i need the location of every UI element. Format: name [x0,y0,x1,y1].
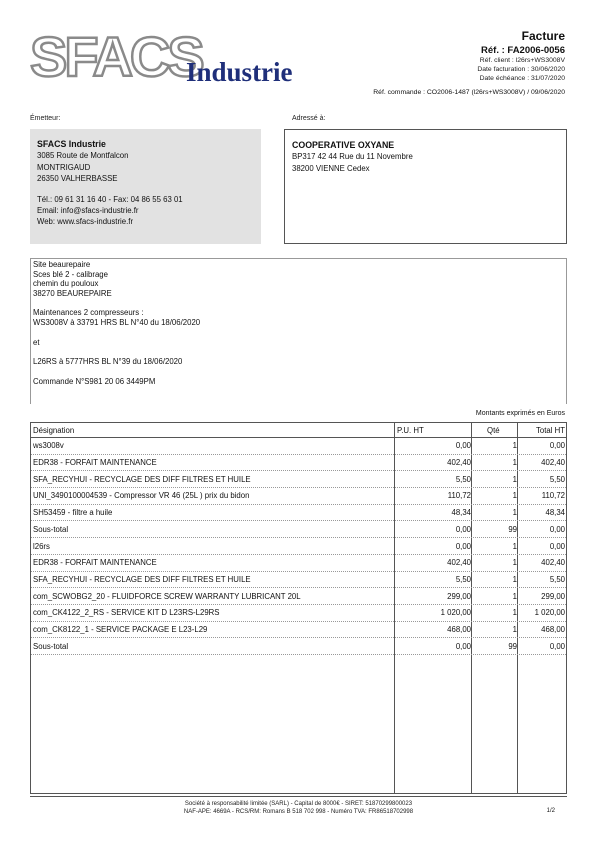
cell-designation: com_CK8122_1 - SERVICE PACKAGE E L23-L29 [33,625,208,635]
cell-quantity: 1 [512,474,517,484]
table-row [31,605,566,622]
emitter-email: Email: info@sfacs-industrie.fr [37,206,139,216]
table-row [31,471,566,488]
table-header [31,423,566,438]
cell-designation: Sous-total [33,641,69,651]
site-notes [30,258,567,404]
cell-total: 5,50 [549,474,565,484]
cell-total: 5,50 [549,574,565,584]
cell-total: 468,00 [541,625,565,635]
table-row [31,572,566,589]
cell-unit-price: 110,72 [447,491,471,501]
cell-quantity: 1 [512,491,517,501]
table-row [31,438,566,455]
cell-total: 402,40 [541,458,565,468]
cell-quantity: 1 [512,541,517,551]
emitter-label: Émetteur: [30,115,61,122]
cell-quantity: 1 [512,591,517,601]
cell-designation: ws3008v [33,441,64,451]
cell-total: 0,00 [549,641,565,651]
cell-designation: UNI_3490100004539 - Compressor VR 46 (25L ) prix du bidon [33,491,250,501]
emitter-address-line: 3085 Route de Montfalcon [37,151,129,161]
emitter-address-line: MONTRIGAUD [37,162,91,172]
logo-wordmark: SFACS [30,30,202,88]
recipient-address-line: 38200 VIENNE Cedex [292,163,370,173]
cell-designation: SFA_RECYHUI - RECYCLAGE DES DIFF FILTRES ET HUILE [33,574,251,584]
footer [30,800,567,816]
table-row [31,555,566,572]
invoice-header [477,29,565,83]
cell-quantity: 99 [508,524,517,534]
invoice-reference: Réf. : FA2006-0056 [481,45,565,56]
site-line: et [33,337,40,347]
footer-legal-line: NAF-APE: 4669A - RCS/RM: Romans B 518 702 998 - Numéro TVA: FR86518702998 [183,809,414,815]
emitter-address-line: 26350 VALHERBASSE [37,174,118,184]
site-line: Commande N°S981 20 06 3449PM [33,376,156,386]
cell-unit-price: 0,00 [455,641,471,651]
table-row [31,505,566,522]
header-total: Total HT [535,425,565,435]
cell-designation: Sous-total [33,524,69,534]
header-unit-price: P.U. HT [397,425,424,435]
cell-unit-price: 5,50 [455,574,471,584]
cell-unit-price: 468,00 [447,625,471,635]
cell-total: 48,34 [545,508,565,518]
footer-divider [30,796,567,797]
emitter-name: SFACS Industrie [37,139,106,149]
cell-total: 1 020,00 [534,608,565,618]
cell-quantity: 1 [512,458,517,468]
emitter-phone: Tél.: 09 61 31 16 40 - Fax: 04 86 55 63 01 [37,194,183,204]
cell-designation: SH53459 - filtre a huile [33,508,113,518]
site-line: WS3008V à 33791 HRS BL N°40 du 18/06/2020 [33,317,201,327]
company-logo [28,30,318,90]
cell-designation: l26rs [33,541,50,551]
recipient-label: Adressé à: [292,115,326,122]
cell-designation: com_CK4122_2_RS - SERVICE KIT D L23RS-L29RS [33,608,220,618]
cell-quantity: 1 [512,558,517,568]
order-reference: Réf. commande : CO2006-1487 (l26rs+WS3008V) / 09/06/2020 [373,89,565,96]
cell-designation: com_SCWOBG2_20 - FLUIDFORCE SCREW WARRANTY LUBRICANT 20L [33,591,301,601]
cell-quantity: 1 [512,441,517,451]
cell-designation: SFA_RECYHUI - RECYCLAGE DES DIFF FILTRES ET HUILE [33,474,251,484]
cell-quantity: 1 [512,608,517,618]
recipient-name: COOPERATIVE OXYANE [292,140,395,150]
site-line: chemin du pouloux [33,279,99,289]
site-line: Maintenances 2 compresseurs : [33,308,144,318]
cell-total: 0,00 [549,541,565,551]
cell-designation: EDR38 - FORFAIT MAINTENANCE [33,558,157,568]
cell-unit-price: 48,34 [451,508,471,518]
recipient-box [284,129,567,244]
cell-total: 0,00 [549,441,565,451]
site-line: Sces blé 2 - calibrage [33,269,108,279]
client-reference: Réf. client : l26rs+WS3008V [479,57,565,64]
cell-total: 299,00 [541,591,565,601]
recipient-address-line: BP317 42 44 Rue du 11 Novembre [292,152,413,162]
cell-unit-price: 0,00 [455,541,471,551]
header-quantity: Qté [487,425,500,435]
table-row [31,588,566,605]
currency-note: Montants exprimés en Euros [475,410,565,417]
logo-subtitle: Industrie [186,57,293,87]
cell-unit-price: 5,50 [455,474,471,484]
table-row [31,522,566,539]
cell-total: 402,40 [541,558,565,568]
due-date: Date échéance : 31/07/2020 [479,75,565,82]
table-row [31,622,566,639]
footer-legal-line: Société à responsabilité limitée (SARL) - Capital de 8000€ - SIRET: 51870299800023 [184,801,413,807]
cell-total: 110,72 [541,491,565,501]
cell-quantity: 1 [512,625,517,635]
invoice-lines-table [30,422,567,794]
cell-designation: EDR38 - FORFAIT MAINTENANCE [33,458,157,468]
cell-unit-price: 0,00 [455,524,471,534]
site-line: 38270 BEAUREPAIRE [33,288,112,298]
document-type: Facture [521,29,565,43]
cell-unit-price: 1 020,00 [440,608,471,618]
table-row [31,488,566,505]
table-row [31,538,566,555]
header-designation: Désignation [33,425,75,435]
emitter-website: Web: www.sfacs-industrie.fr [37,217,134,227]
cell-unit-price: 299,00 [447,591,471,601]
table-row [31,638,566,655]
page-number: 1/2 [546,808,555,814]
cell-quantity: 1 [512,574,517,584]
site-line: L26RS à 5777HRS BL N°39 du 18/06/2020 [33,357,183,367]
emitter-box [30,129,261,244]
cell-quantity: 99 [508,641,517,651]
invoice-date: Date facturation : 30/06/2020 [477,66,565,73]
site-line: Site beaurepaire [33,260,91,269]
cell-unit-price: 402,40 [447,558,471,568]
cell-unit-price: 0,00 [455,441,471,451]
cell-quantity: 1 [512,508,517,518]
cell-unit-price: 402,40 [447,458,471,468]
table-row [31,455,566,472]
cell-total: 0,00 [549,524,565,534]
